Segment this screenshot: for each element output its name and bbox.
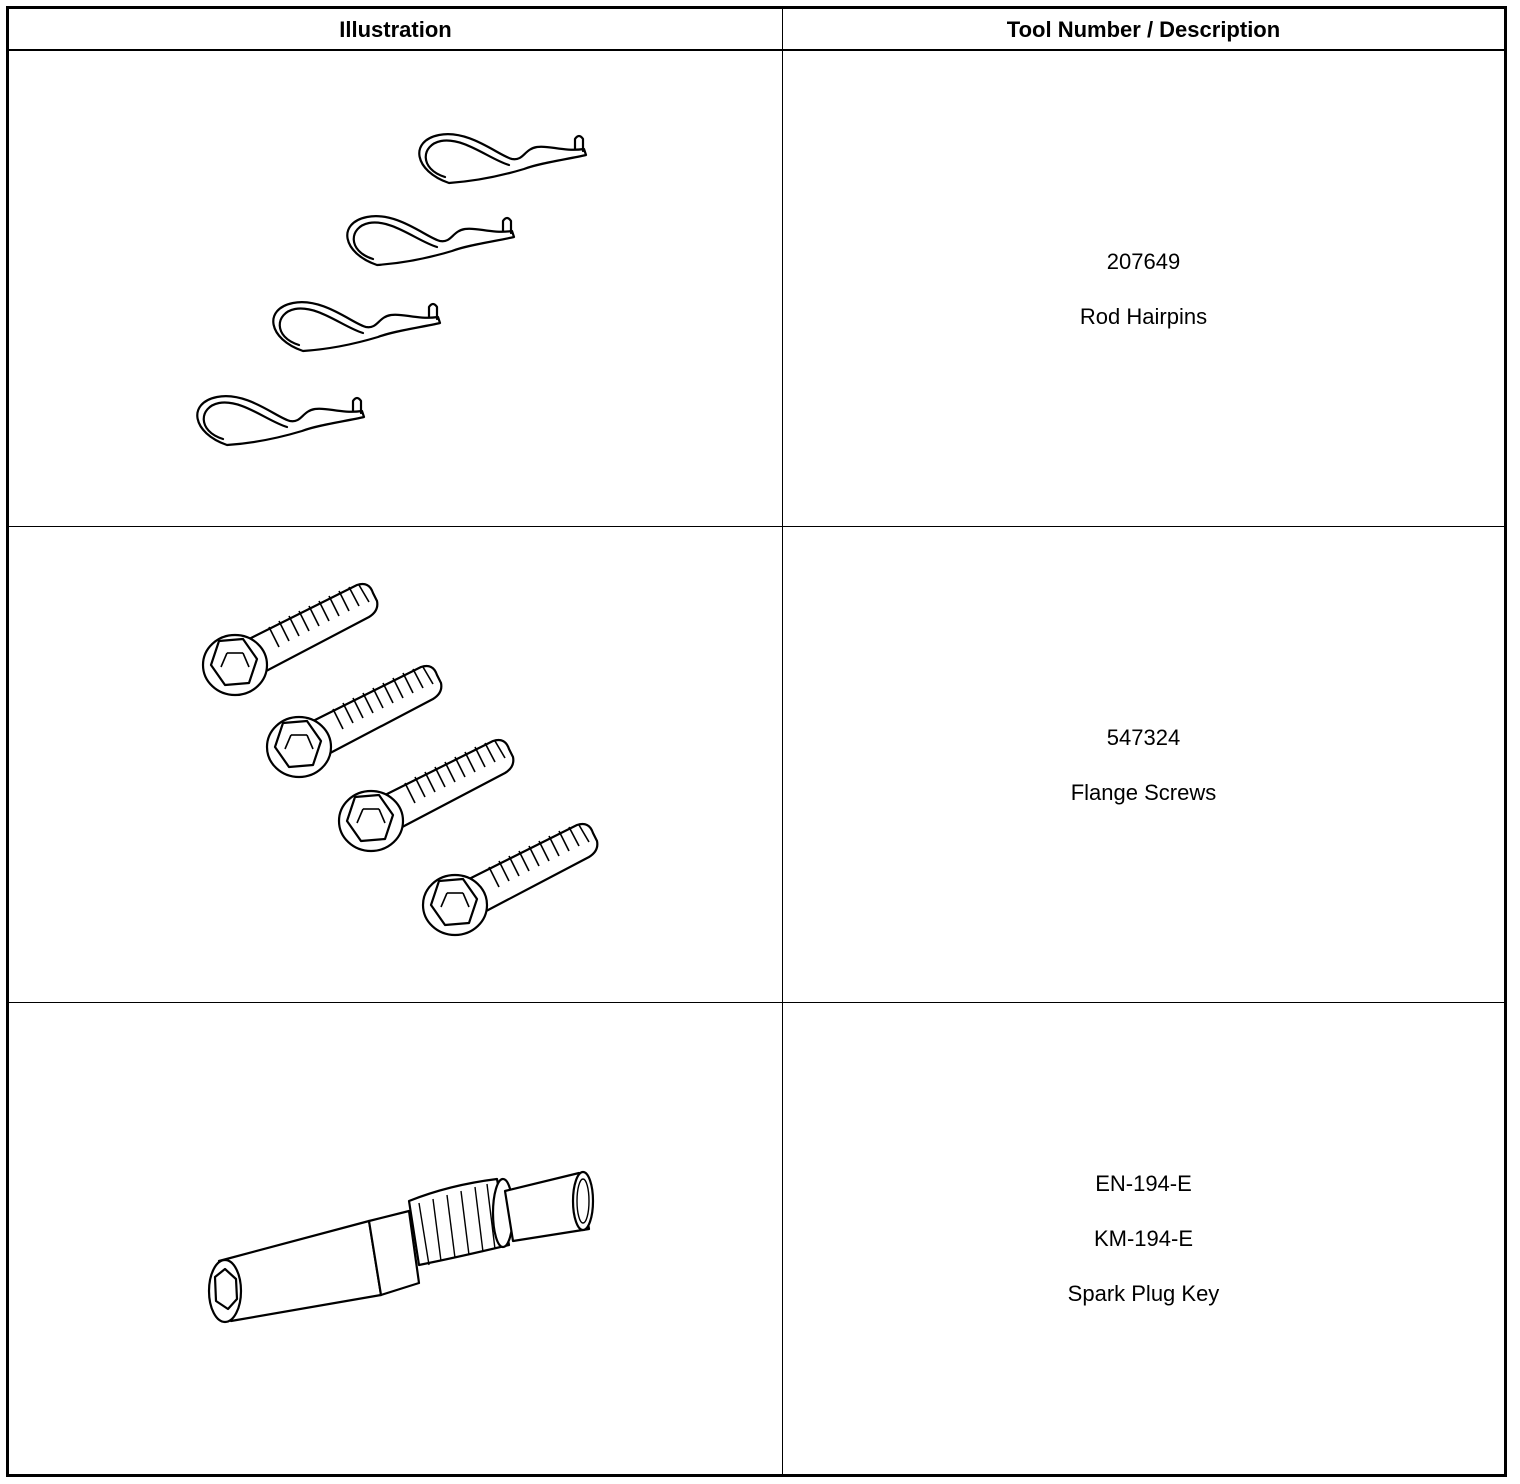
table-row xyxy=(9,1003,1504,1474)
tool-number: 547324 xyxy=(1106,724,1181,750)
tool-number: 207649 xyxy=(1106,248,1181,274)
tool-number-alt: KM-194-E xyxy=(1093,1226,1194,1251)
description-cell xyxy=(783,1003,1504,1474)
description-cell xyxy=(783,51,1504,526)
rod-hairpins-illustration xyxy=(9,51,782,526)
table-row xyxy=(9,527,1504,1002)
flange-screws-illustration xyxy=(9,527,782,1002)
tool-description: Flange Screws xyxy=(1070,779,1217,805)
table-row xyxy=(9,51,1504,526)
tool-number: EN-194-E xyxy=(1095,1171,1192,1196)
header-illustration: Illustration xyxy=(339,17,452,42)
table-header xyxy=(9,9,1504,51)
tool-description: Spark Plug Key xyxy=(1067,1281,1220,1306)
header-description: Tool Number / Description xyxy=(1006,17,1281,42)
tool-table xyxy=(6,6,1507,1477)
spark-plug-key-illustration xyxy=(9,1003,782,1474)
description-cell xyxy=(783,527,1504,1002)
tool-description: Rod Hairpins xyxy=(1079,303,1208,329)
